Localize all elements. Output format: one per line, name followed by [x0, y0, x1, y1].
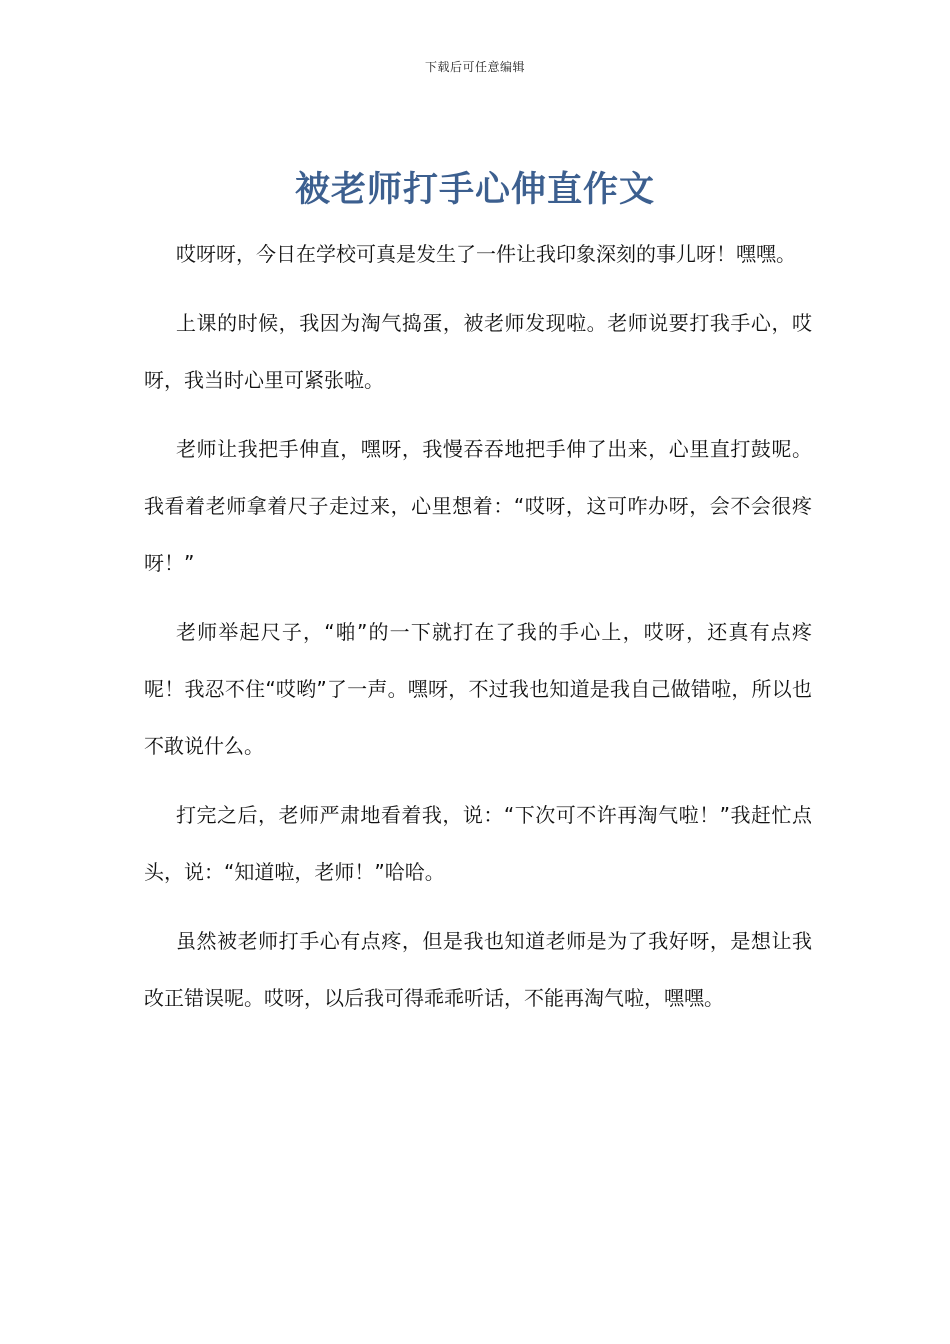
document-body [144, 226, 812, 1039]
paragraph-5: 打完之后，老师严肃地看着我，说：“下次可不许再淘气啦！”我赶忙点头，说：“知道啦，老师！”哈哈。 [144, 803, 812, 884]
paragraph-6: 虽然被老师打手心有点疼，但是我也知道老师是为了我好呀，是想让我改正错误呢。哎呀，以后我可得乖乖听话，不能再淘气啦，嘿嘿。 [144, 929, 812, 1010]
paragraph-1: 哎呀呀，今日在学校可真是发生了一件让我印象深刻的事儿呀！嘿嘿。 [176, 242, 796, 266]
paragraph-4: 老师举起尺子，“啪”的一下就打在了我的手心上，哎呀，还真有点疼呢！我忍不住“哎哟”了一声。嘿呀，不过我也知道是我自己做错啦，所以也不敢说什么。 [144, 620, 812, 758]
paragraph-3: 老师让我把手伸直，嘿呀，我慢吞吞地把手伸了出来，心里直打鼓呢。我看着老师拿着尺子走过来，心里想着：“哎呀，这可咋办呀，会不会很疼呀！” [144, 437, 812, 575]
paragraph-2: 上课的时候，我因为淘气捣蛋，被老师发现啦。老师说要打我手心，哎呀，我当时心里可紧张啦。 [144, 311, 812, 392]
header-note: 下载后可任意编辑 [424, 60, 525, 74]
document-title: 被老师打手心伸直作文 [294, 170, 655, 210]
